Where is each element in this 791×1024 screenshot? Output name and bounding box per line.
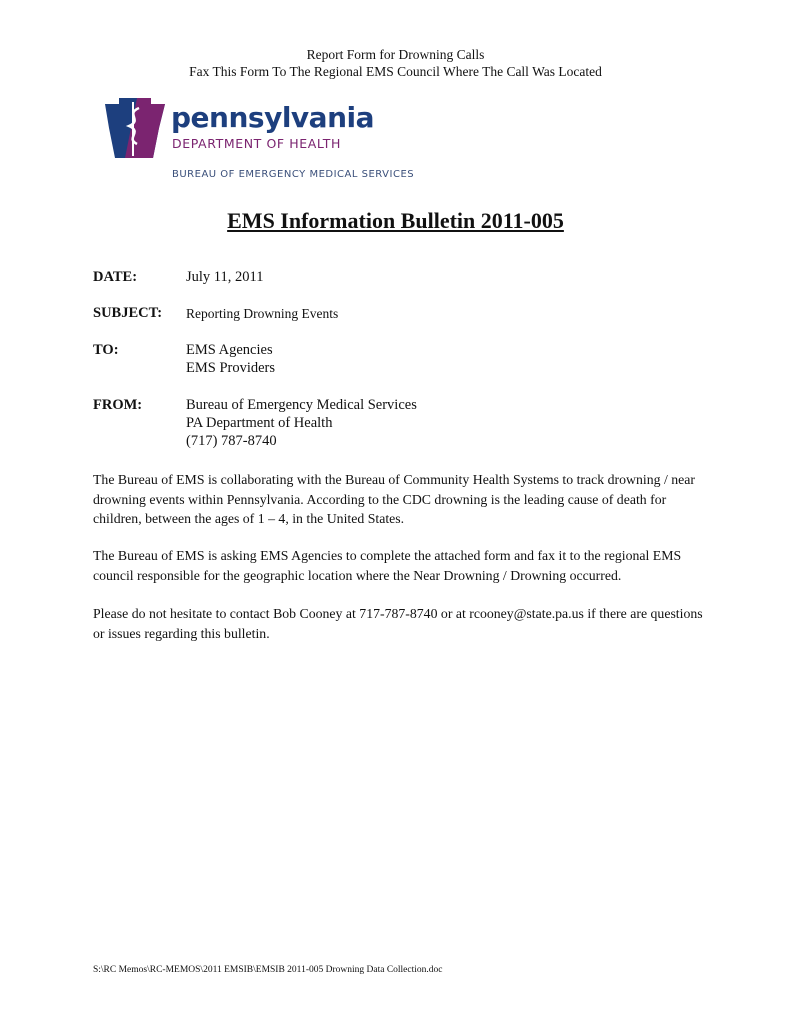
to-value: EMS Providers xyxy=(186,360,276,376)
logo-department: DEPARTMENT OF HEALTH xyxy=(172,136,341,151)
from-value: Bureau of Emergency Medical Services xyxy=(186,397,417,413)
paragraph-text: The Bureau of EMS is collaborating with the Bureau of Community Health Systems to track drowning / near drowning events within Pennsylvania. According to the CDC drowning is the leading cause of death for children, between the ages of 1 – 4, in the United States. xyxy=(93,472,695,526)
logo-wordmark: pennsylvania xyxy=(171,101,374,134)
from-value: PA Department of Health xyxy=(186,415,333,431)
keystone-icon xyxy=(103,98,167,160)
logo-bureau: BUREAU OF EMERGENCY MEDICAL SERVICES xyxy=(172,169,415,180)
from-label: FROM: xyxy=(93,397,143,413)
paragraph xyxy=(93,546,703,585)
subject-label: SUBJECT: xyxy=(93,305,163,321)
date-value: July 11, 2011 xyxy=(186,269,264,285)
bulletin-title: EMS Information Bulletin 2011-005 xyxy=(227,208,564,233)
subject-value: Reporting Drowning Events xyxy=(186,306,339,321)
to-label: TO: xyxy=(93,342,119,358)
paragraph xyxy=(93,470,703,529)
paragraph-text: Please do not hesitate to contact Bob Cooney at 717-787-8740 or at rcooney@state.pa.us if there are questions or issues regarding this bulletin. xyxy=(93,606,703,641)
date-label: DATE: xyxy=(93,269,138,285)
paragraph-text: The Bureau of EMS is asking EMS Agencies to complete the attached form and fax it to the regional EMS council responsible for the geographic location where the Near Drowning / Drowning occurred. xyxy=(93,548,682,583)
footer-file-path: S:\RC Memos\RC-MEMOS\2011 EMSIB\EMSIB 2011-005 Drowning Data Collection.doc xyxy=(93,965,443,975)
to-value: EMS Agencies xyxy=(186,342,273,358)
paragraph xyxy=(93,604,703,643)
header-line-2: Fax This Form To The Regional EMS Council Where The Call Was Located xyxy=(189,64,602,79)
from-value: (717) 787-8740 xyxy=(186,433,277,449)
header-line-1: Report Form for Drowning Calls xyxy=(306,47,485,62)
